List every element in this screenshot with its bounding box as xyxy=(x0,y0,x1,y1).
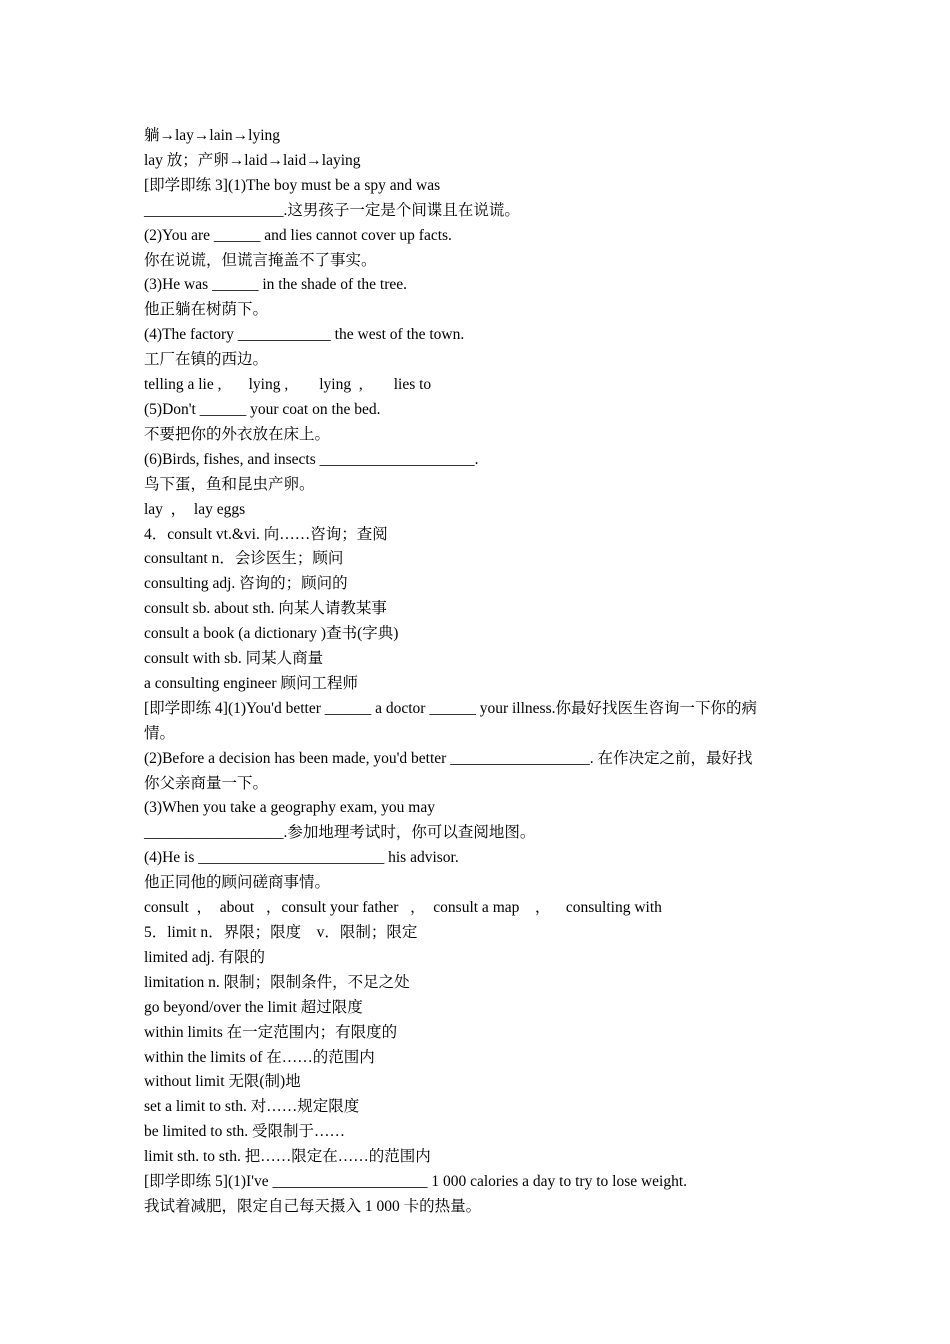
text-line: (3)When you take a geography exam, you may xyxy=(144,799,435,817)
text-line: consulting adj. 咨询的；顾问的 xyxy=(144,575,348,593)
text-line: consult sb. about sth. 向某人请教某事 xyxy=(144,600,387,618)
text-line: be limited to sth. 受限制于…… xyxy=(144,1123,346,1141)
answer-line: consult ， about ，consult your father ， consult a map ， consulting with xyxy=(144,899,662,917)
exercise-heading: [即学即练 3](1)The boy must be a spy and was xyxy=(144,176,441,194)
text-line: 工厂在镇的西边。 xyxy=(144,351,269,369)
text-line: go beyond/over the limit 超过限度 xyxy=(144,998,363,1016)
text-line: within limits 在一定范围内；有限度的 xyxy=(144,1023,398,1041)
section-heading: 5．limit n．界限；限度 v．限制；限定 xyxy=(144,924,418,941)
answer-line: telling a lie , lying , lying , lies to xyxy=(144,376,432,394)
text-line: (4)He is ________________________ his advisor. xyxy=(144,849,459,867)
document-page xyxy=(144,124,810,1220)
text-line: (2)You are ______ and lies cannot cover up facts. xyxy=(144,226,452,244)
text-line: 他正同他的顾问磋商事情。 xyxy=(144,874,331,892)
text-line: (2)Before a decision has been made, you'd better __________________. 在作决定之前，最好找 xyxy=(144,749,753,767)
text-line: consult with sb. 同某人商量 xyxy=(144,650,324,668)
text-line: 鸟下蛋，鱼和昆虫产卵。 xyxy=(144,475,315,493)
text-line: a consulting engineer 顾问工程师 xyxy=(144,674,358,692)
text-line: (5)Don't ______ your coat on the bed. xyxy=(144,400,381,418)
exercise-heading: [即学即练 5](1)I've ____________________ 1 000 calories a day to try to lose weight. xyxy=(144,1173,688,1191)
text-line: 情。 xyxy=(144,724,176,742)
text-line: 你在说谎，但谎言掩盖不了事实。 xyxy=(144,251,377,269)
text-line: lay 放；产卵→laid→laid→laying xyxy=(144,151,361,169)
text-line: consult a book (a dictionary )查书(字典) xyxy=(144,625,399,643)
exercise-heading: [即学即练 4](1)You'd better ______ a doctor ______ your illness.你最好找医生咨询一下你的病 xyxy=(144,699,757,717)
text-line: 他正躺在树荫下。 xyxy=(144,301,269,319)
text-line: 我试着减肥，限定自己每天摄入 1 000 卡的热量。 xyxy=(144,1197,482,1215)
text-line: without limit 无限(制)地 xyxy=(144,1073,301,1091)
text-line: within the limits of 在……的范围内 xyxy=(144,1048,375,1066)
section-heading: 4．consult vt.&vi. 向……咨询；查阅 xyxy=(144,525,388,543)
text-line: limited adj. 有限的 xyxy=(144,948,265,966)
text-line: __________________.参加地理考试时，你可以查阅地图。 xyxy=(144,824,536,842)
text-line: limitation n. 限制；限制条件，不足之处 xyxy=(144,973,410,991)
text-line: 你父亲商量一下。 xyxy=(144,774,269,792)
text-line: (3)He was ______ in the shade of the tree. xyxy=(144,276,407,294)
text-line: limit sth. to sth. 把……限定在……的范围内 xyxy=(144,1148,431,1166)
text-line: consultant n．会诊医生；顾问 xyxy=(144,550,344,568)
text-line: __________________.这男孩子一定是个间谍且在说谎。 xyxy=(144,201,520,219)
text-line: 躺→lay→lain→lying xyxy=(144,127,281,144)
text-line: (4)The factory ____________ the west of the town. xyxy=(144,326,465,344)
text-line: set a limit to sth. 对……规定限度 xyxy=(144,1098,360,1116)
text-line: 不要把你的外衣放在床上。 xyxy=(144,425,331,443)
answer-line: lay ， lay eggs xyxy=(144,500,246,518)
text-line: (6)Birds, fishes, and insects ____________________. xyxy=(144,450,479,468)
